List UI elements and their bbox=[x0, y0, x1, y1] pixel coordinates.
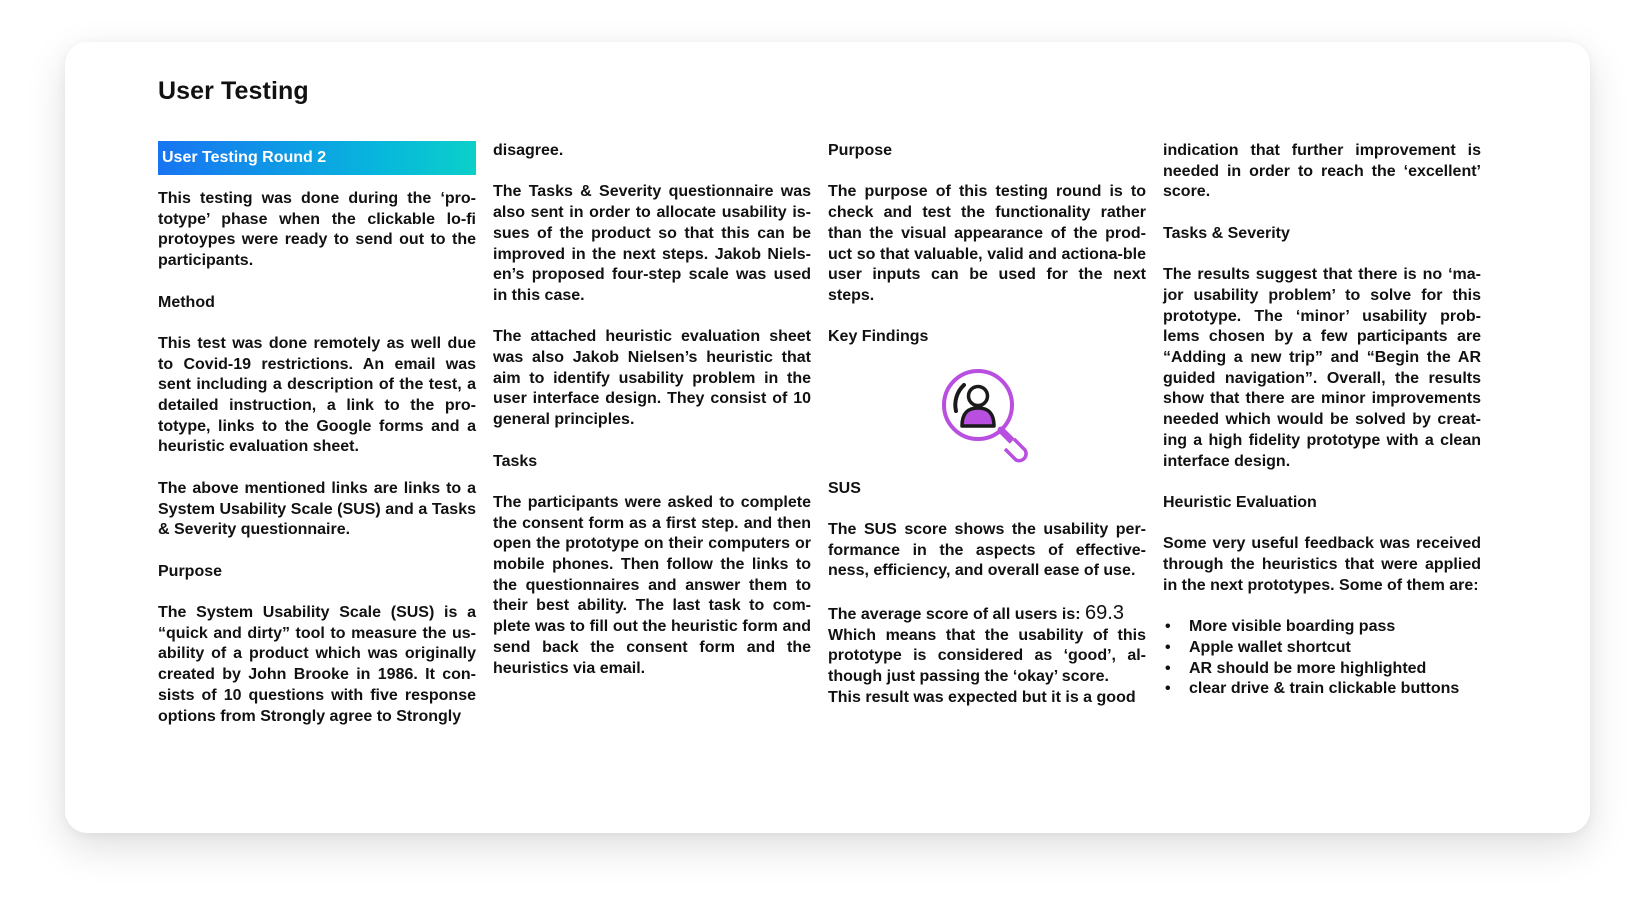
column-4 bbox=[1163, 141, 1481, 700]
tasks-heading: Tasks bbox=[493, 452, 538, 470]
method-paragraph-2: The above mentioned links are links to a System Usability Scale (SUS) and a Tasks & Severity questionnaire. bbox=[158, 479, 476, 539]
key-findings-heading: Key Findings bbox=[828, 328, 929, 346]
tasks-severity-results: The results suggest that there is no ‘ma-jor usability problem’ to solve for this prototype. The ‘minor’ usability prob-lems chosen by a few participants are “Adding a new trip” and “Begin the AR guided navigation”. Overall, the results show that there are minor improvements needed which would be solved by creat-ing a high fidelity prototype with a clean interface design. bbox=[1163, 266, 1481, 470]
column-1 bbox=[158, 141, 476, 727]
score-meaning-paragraph: Which means that the usability of this prototype is considered as ‘good’, al-though just passing the ‘okay’ score. bbox=[828, 626, 1146, 685]
intro-paragraph: This testing was done during the ‘pro-totype’ phase when the clickable lo-fi protoypes were ready to send out to the participants. bbox=[158, 190, 476, 270]
tasks-severity-paragraph: The Tasks & Severity questionnaire was also sent in order to allocate usability is-sues of the product so that this can be improved in the next steps. Jakob Niels-en’s proposed four-step scale was used in this case. bbox=[493, 183, 811, 304]
method-paragraph-1: This test was done remotely as well due to Covid-19 restrictions. An email was sent including a description of the test, a detailed instruction, a link to the pro-totype, links to the Google forms and a heuristic evaluation sheet. bbox=[158, 334, 476, 456]
purpose-paragraph: The purpose of this testing round is to check and test the functionality rather than the visual appearance of the prod-uct so that valuable, valid and actiona-ble user inputs can be used for the next steps. bbox=[828, 183, 1146, 304]
continued-text: disagree. bbox=[493, 142, 564, 159]
purpose-heading: Purpose bbox=[828, 142, 893, 159]
page-title: User Testing bbox=[158, 77, 309, 105]
list-item: • clear drive & train clickable buttons bbox=[1163, 679, 1481, 700]
average-score-value: 69.3 bbox=[1085, 601, 1124, 624]
average-score-label: The average score of all users is: bbox=[828, 605, 1086, 623]
average-score-line bbox=[828, 603, 1146, 626]
purpose-heading: Purpose bbox=[158, 562, 223, 580]
heuristic-paragraph: The attached heuristic evaluation sheet was also Jakob Nielsen’s heuristic that aim to identify usability problem in the user interface design. They consist of 10 general principles. bbox=[493, 328, 811, 429]
column-3 bbox=[828, 141, 1146, 708]
result-paragraph: This result was expected but it is a good bbox=[828, 688, 1136, 706]
heuristic-evaluation-heading: Heuristic Evaluation bbox=[1163, 493, 1317, 511]
sus-paragraph: The SUS score shows the usability per-formance in the aspects of effective-ness, efficiency, and overall ease of use. bbox=[828, 521, 1146, 580]
heuristic-evaluation-paragraph: Some very useful feedback was received through the heuristics that were applied in the next prototypes. Some of them are: bbox=[1163, 535, 1481, 594]
user-search-icon bbox=[828, 363, 1146, 479]
continued-text: indication that further improvement is needed in order to reach the ‘excellent’ score. bbox=[1163, 142, 1481, 201]
column-2 bbox=[493, 141, 811, 679]
tasks-paragraph: The participants were asked to complete the consent form as a first step. and then open the prototype on their computers or mobile phones. Then follow the links to the questionnaires and answer them to their best ability. The last task to com-plete was to fill out the heuristic form and send back the consent form and the heuristics via email. bbox=[493, 493, 811, 677]
tasks-severity-heading: Tasks & Severity bbox=[1163, 224, 1290, 242]
list-item: • Apple wallet shortcut bbox=[1163, 638, 1481, 659]
feedback-list bbox=[1163, 617, 1481, 700]
round-banner: User Testing Round 2 bbox=[158, 141, 476, 175]
list-item: • AR should be more highlighted bbox=[1163, 659, 1481, 680]
sus-heading: SUS bbox=[828, 479, 861, 497]
method-heading: Method bbox=[158, 293, 215, 311]
list-item: • More visible boarding pass bbox=[1163, 617, 1481, 638]
purpose-paragraph: The System Usability Scale (SUS) is a “quick and dirty” tool to measure the us-ability of a product which was originally created by John Brooke in 1986. It con-sists of 10 questions with five response options from Strongly agree to Strongly bbox=[158, 603, 476, 725]
